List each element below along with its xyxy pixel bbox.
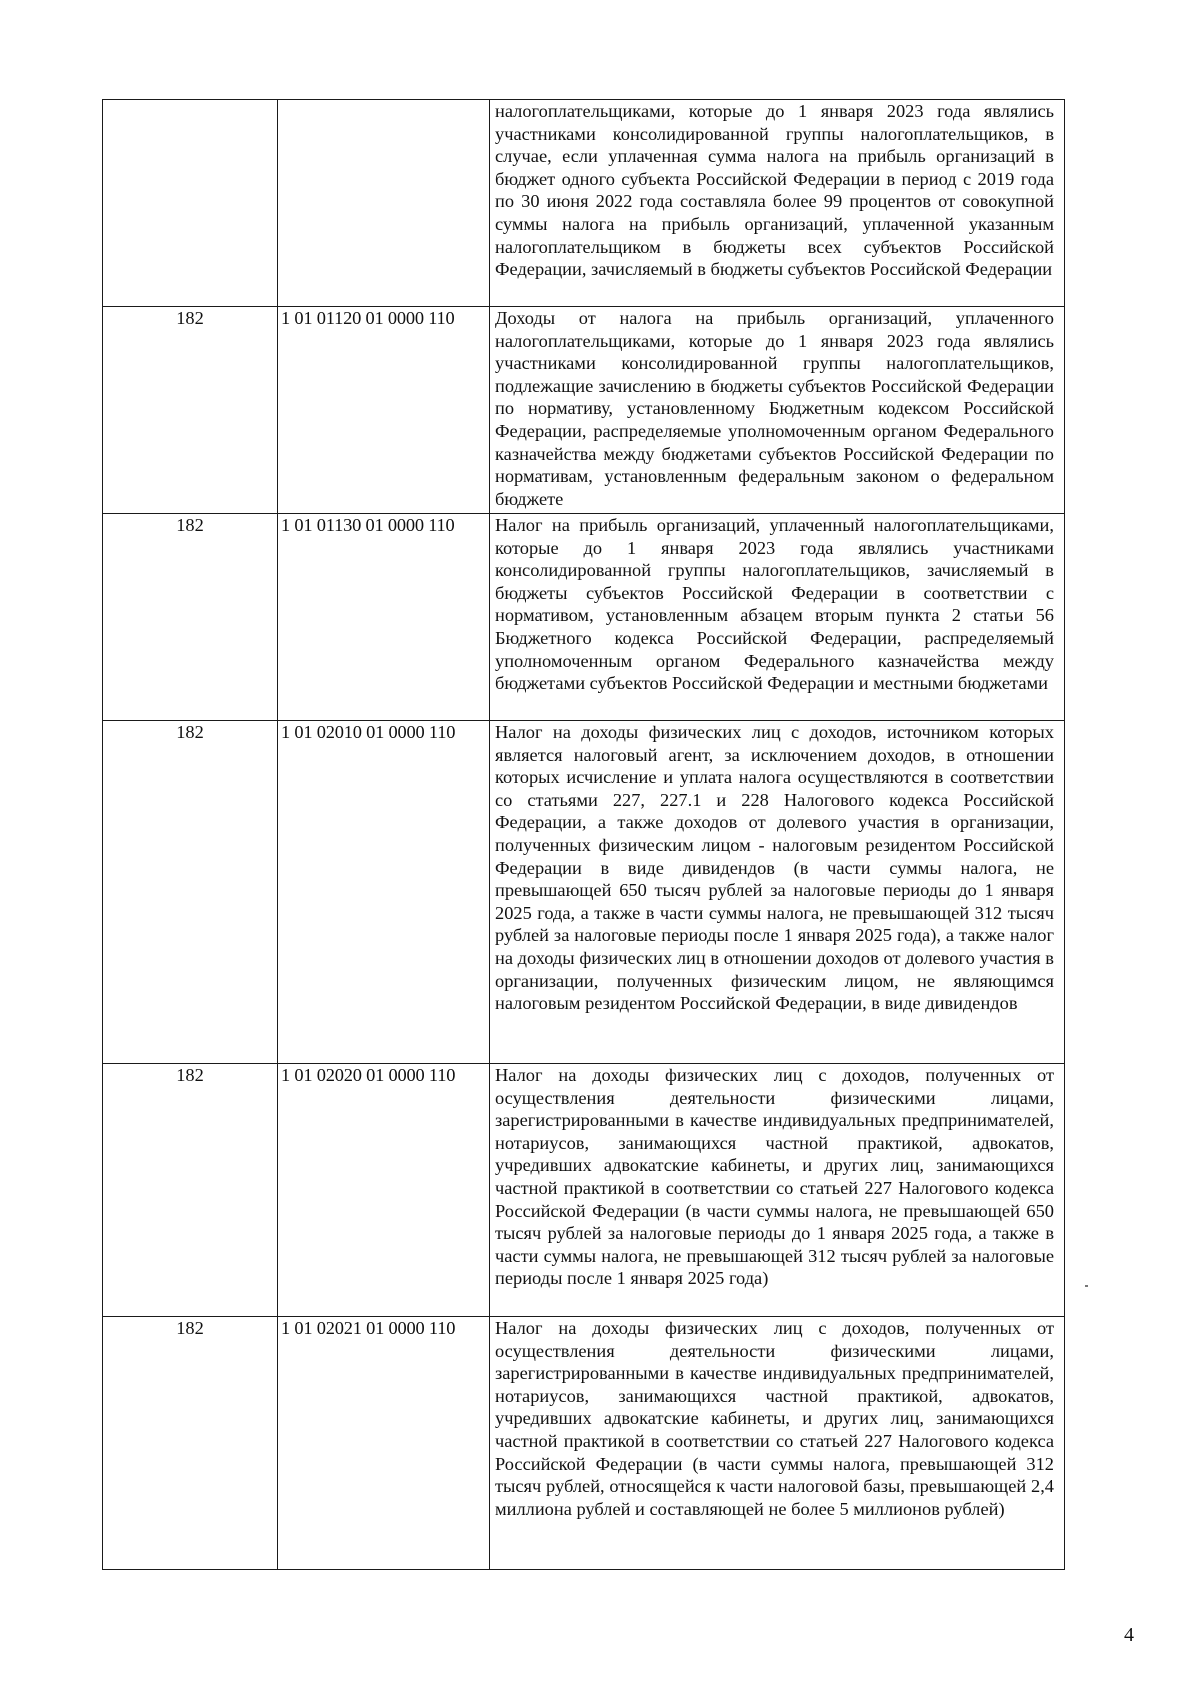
admin-code-cell: 182 [103, 1064, 278, 1317]
revenue-name-cell: Налог на доходы физических лиц с доходов, полученных от осуществления деятельности физическими лицами, зарегистрированными в качестве индивидуальных предпринимателей, нотариусов, занимающихся частной практикой, адвокатов, учредивших адвокатские кабинеты, и других лиц, занимающихся частной практикой в соответствии со статьей 227 Налогового кодекса Российской Федерации (в части суммы налога, не превышающей 650 тысяч рублей за налоговые периоды до 1 января 2025 года, а также в части суммы налога, не превышающей 312 тысяч рублей за налоговые периоды после 1 января 2025 года) [490, 1064, 1065, 1317]
page-number: 4 [1124, 1624, 1134, 1646]
admin-code-cell: 182 [103, 721, 278, 1064]
revenue-name-cell: Налог на доходы физических лиц с доходов, источником которых является налоговый агент, за исключением доходов, в отношении которых исчисление и уплата налога осуществляются в соответствии со статьями 227, 227.1 и 228 Налогового кодекса Российской Федерации, а также доходов от долевого участия в организации, полученных физическим лицом - налоговым резидентом Российской Федерации в виде дивидендов (в части суммы налога, не превышающей 650 тысяч рублей за налоговые периоды до 1 января 2025 года, а также в части суммы налога, не превышающей 312 тысяч рублей за налоговые периоды после 1 января 2025 года), а также налог на доходы физических лиц в отношении доходов от долевого участия в организации, полученных физическим лицом, не являющимся налоговым резидентом Российской Федерации, в виде дивидендов [490, 721, 1065, 1064]
table-row [103, 307, 1065, 514]
revenue-name-cell: Налог на доходы физических лиц с доходов, полученных от осуществления деятельности физическими лицами, зарегистрированными в качестве индивидуальных предпринимателей, нотариусов, занимающихся частной практикой, адвокатов, учредивших адвокатские кабинеты, и других лиц, занимающихся частной практикой в соответствии со статьей 227 Налогового кодекса Российской Федерации (в части суммы налога, превышающей 312 тысяч рублей, относящейся к части налоговой базы, превышающей 2,4 миллиона рублей и составляющей не более 5 миллионов рублей) [490, 1317, 1065, 1570]
table-row [103, 1064, 1065, 1317]
table-row [103, 1317, 1065, 1570]
revenue-code-cell: 1 01 01120 01 0000 110 [278, 307, 490, 514]
revenue-code-cell: 1 01 02020 01 0000 110 [278, 1064, 490, 1317]
scan-artifact [1085, 1285, 1088, 1287]
table-row [103, 100, 1065, 307]
revenue-code-cell [278, 100, 490, 307]
revenue-name-cell: Налог на прибыль организаций, уплаченный налогоплательщиками, которые до 1 января 2023 года являлись участниками консолидированной группы налогоплательщиков, зачисляемый в бюджеты субъектов Российской Федерации в соответствии с нормативом, установленным абзацем вторым пункта 2 статьи 56 Бюджетного кодекса Российской Федерации, распределяемый уполномоченным органом Федерального казначейства между бюджетами субъектов Российской Федерации и местными бюджетами [490, 514, 1065, 721]
revenue-code-cell: 1 01 02021 01 0000 110 [278, 1317, 490, 1570]
revenue-name-cell: налогоплательщиками, которые до 1 января 2023 года являлись участниками консолидированной группы налогоплательщиков, в случае, если уплаченная сумма налога на прибыль организаций в бюджет одного субъекта Российской Федерации в период с 2019 года по 30 июня 2022 года составляла более 99 процентов от совокупной суммы налога на прибыль организаций, уплаченной указанным налогоплательщиком в бюджеты всех субъектов Российской Федерации, зачисляемый в бюджеты субъектов Российской Федерации [490, 100, 1065, 307]
admin-code-cell: 182 [103, 514, 278, 721]
admin-code-cell: 182 [103, 307, 278, 514]
table-row [103, 721, 1065, 1064]
table-row [103, 514, 1065, 721]
revenue-name-cell: Доходы от налога на прибыль организаций, уплаченного налогоплательщиками, которые до 1 января 2023 года являлись участниками консолидированной группы налогоплательщиков, подлежащие зачислению в бюджеты субъектов Российской Федерации по нормативу, установленному Бюджетным кодексом Российской Федерации, распределяемые уполномоченным органом Федерального казначейства между бюджетами субъектов Российской Федерации по нормативам, установленным федеральным законом о федеральном бюджете [490, 307, 1065, 514]
admin-code-cell [103, 100, 278, 307]
revenue-code-cell: 1 01 01130 01 0000 110 [278, 514, 490, 721]
revenue-code-cell: 1 01 02010 01 0000 110 [278, 721, 490, 1064]
revenue-codes-table [102, 99, 1065, 1570]
admin-code-cell: 182 [103, 1317, 278, 1570]
